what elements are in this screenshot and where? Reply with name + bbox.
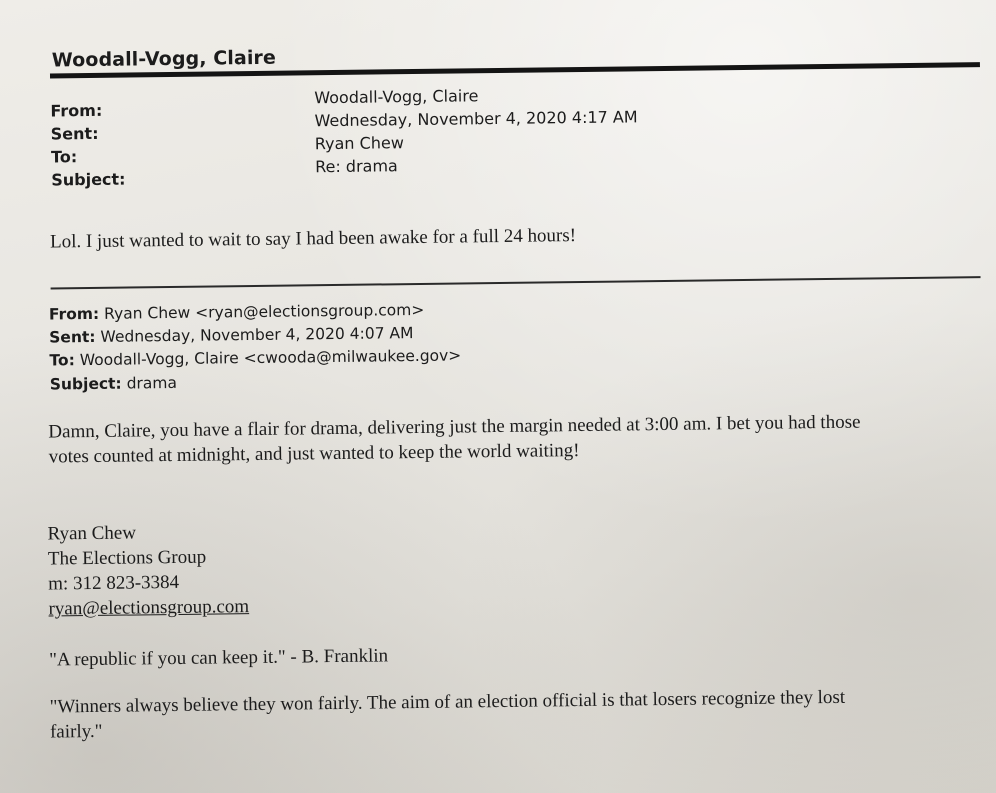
winners-quote-line-1: "Winners always believe they won fairly. The aim of an election official is that losers recognize they lost xyxy=(49,686,846,718)
franklin-quote: "A republic if you can keep it." - B. Franklin xyxy=(49,645,389,671)
original-from-label: From: xyxy=(48,304,100,324)
reply-sent-value: Wednesday, November 4, 2020 4:17 AM xyxy=(314,107,638,131)
original-body-line-1: Damn, Claire, you have a flair for drama, delivering just the margin needed at 3:00 am. I bet you had those xyxy=(48,411,861,443)
original-sent-value: Wednesday, November 4, 2020 4:07 AM xyxy=(100,324,414,346)
signature-email-link[interactable]: ryan@electionsgroup.com xyxy=(48,596,250,620)
original-sent-line xyxy=(49,324,413,346)
original-to-value: Woodall-Vogg, Claire <cwooda@milwaukee.gov> xyxy=(79,346,462,370)
reply-subject-value: Re: drama xyxy=(315,156,398,177)
signature-name: Ryan Chew xyxy=(47,522,137,545)
reply-from-value: Woodall-Vogg, Claire xyxy=(314,86,479,108)
mailbox-owner-name: Woodall-Vogg, Claire xyxy=(51,46,277,72)
reply-to-value: Ryan Chew xyxy=(314,133,404,154)
original-from-line xyxy=(49,301,425,324)
reply-sent-label: Sent: xyxy=(50,123,99,144)
original-to-line xyxy=(49,346,461,369)
reply-from-label: From: xyxy=(50,100,103,121)
reply-subject-label: Subject: xyxy=(51,169,126,190)
signature-org: The Elections Group xyxy=(47,546,207,570)
original-sent-label: Sent: xyxy=(49,327,96,347)
reply-body: Lol. I just wanted to wait to say I had been awake for a full 24 hours! xyxy=(49,225,577,253)
reply-to-label: To: xyxy=(50,147,78,167)
original-subject-label: Subject: xyxy=(49,374,122,394)
signature-phone: m: 312 823-3384 xyxy=(48,571,180,595)
original-body-line-2: votes counted at midnight, and just wanted to keep the world waiting! xyxy=(48,440,580,468)
original-subject-line xyxy=(50,374,177,394)
winners-quote-line-2: fairly." xyxy=(49,720,103,743)
original-from-value: Ryan Chew <ryan@electionsgroup.com> xyxy=(103,300,425,323)
original-to-label: To: xyxy=(49,351,75,370)
original-subject-value: drama xyxy=(126,373,178,393)
quoted-message-divider xyxy=(51,276,981,289)
